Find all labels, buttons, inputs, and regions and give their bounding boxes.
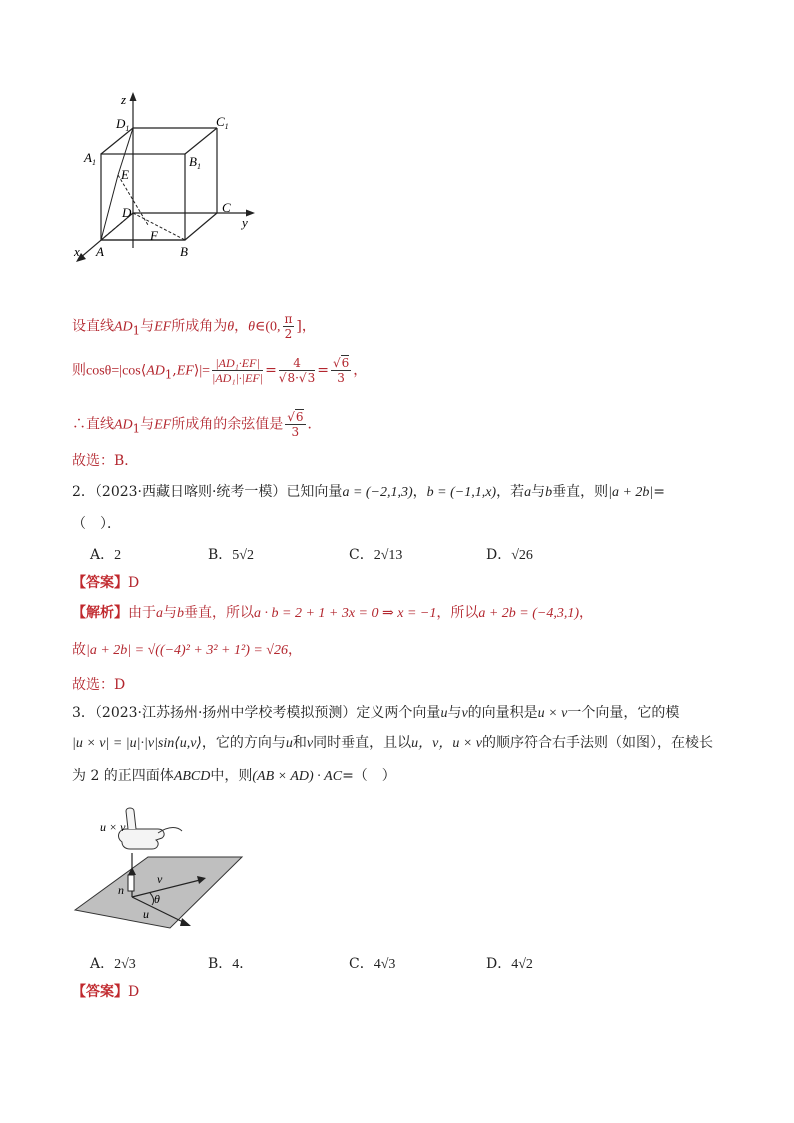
normal-vector-box — [128, 875, 134, 891]
sol1-line3: ∴直线$AD_1$与EF所成角的余弦值是 $\frac{√6}{3}$ ． — [72, 410, 322, 439]
sol1-line1: 设直线$AD_1$与EF所成角为θ，θ∈(0, $\frac{\pi}{2}$ ]， — [72, 312, 316, 341]
edge-b-c — [185, 213, 217, 240]
edge-b1-c1 — [185, 128, 217, 154]
q2-stem-line2: （ ）． — [72, 516, 121, 532]
q3-option-d[interactable]: D．4√2 — [486, 956, 533, 972]
q2-option-d[interactable]: D．√26 — [486, 547, 533, 563]
q2-stem-line1: 2．（2023·西藏日喀则·统考一模）已知向量a = (−2,1,3)，b = (−1,1,x)，若a与b垂直，则|a + 2b|= — [72, 484, 665, 500]
label-c: C — [222, 200, 231, 215]
q2-conclusion: 故选：D — [72, 677, 126, 693]
q2-option-a[interactable]: A．2 — [90, 547, 122, 563]
line-e-a — [101, 175, 118, 240]
q2-analysis-line1: 【解析】由于a与b垂直，所以a · b = 2 + 1 + 3x = 0 ⇒ x = −1，所以a + 2b = (−4,3,1)， — [72, 605, 594, 621]
label-a: A — [96, 244, 104, 259]
label-e: E — [121, 167, 129, 182]
label-d: D — [122, 205, 132, 220]
label-v: v — [157, 872, 163, 886]
label-a1: $A_1$ — [84, 150, 96, 167]
label-c1: $C_1$ — [216, 114, 229, 131]
q2-option-b[interactable]: B．5√2 — [208, 547, 254, 563]
q3-stem-line2: |u × v| = |u|·|v|sin⟨u,v⟩，它的方向与u和v同时垂直，且以u，v，u × v的顺序符合右手法则（如图），在棱长 — [72, 735, 713, 751]
q2-analysis-line2: 故|a + 2b| = √((−4)² + 3² + 1²) = √26， — [72, 642, 302, 658]
vector-u-arrow — [180, 918, 191, 926]
q3-answer: 【答案】D — [72, 984, 140, 1000]
cube-figure — [66, 88, 266, 268]
q2-option-c[interactable]: C．2√13 — [349, 547, 403, 563]
right-hand-rule-figure — [70, 805, 250, 940]
q2-answer: 【答案】D — [72, 575, 140, 591]
line-d-b — [133, 213, 185, 240]
label-y: y — [242, 215, 248, 230]
label-x: x — [74, 244, 80, 259]
q3-option-b[interactable]: B．4． — [208, 956, 254, 972]
q3-option-a[interactable]: A．2√3 — [90, 956, 136, 972]
label-u-cross-v: u × v — [100, 820, 126, 834]
label-b1: $B_1$ — [189, 154, 201, 171]
q3-stem-line1: 3．（2023·江苏扬州·扬州中学校考模拟预测）定义两个向量u与v的向量积是u × v一个向量，它的模 — [72, 705, 680, 721]
z-arrow — [130, 92, 137, 101]
label-u: u — [143, 907, 149, 921]
cube-front-face — [101, 154, 185, 240]
hand-thumb — [126, 808, 136, 829]
label-n: n — [118, 883, 124, 897]
sol1-conclusion: 故选：B． — [72, 453, 139, 469]
label-z: z — [121, 92, 127, 107]
label-b: B — [180, 244, 188, 259]
label-theta: θ — [154, 892, 160, 906]
label-d1: $D_1$ — [116, 116, 130, 133]
q3-option-c[interactable]: C．4√3 — [349, 956, 396, 972]
q3-stem-line3: 为 2 的正四面体ABCD中，则(AB × AD) · AC=（ ） — [72, 768, 396, 784]
label-f: F — [150, 228, 158, 243]
sol1-line2: 则$\cos\theta=|\cos⟨AD_1,EF⟩|=$ $\frac{\text{|AD₁·EF|}}{\text{|AD₁|·|EF|}}$ = $\frac{4}{√8\cdot√3}$ = $\frac{√6}{3}$ ， — [72, 356, 368, 385]
